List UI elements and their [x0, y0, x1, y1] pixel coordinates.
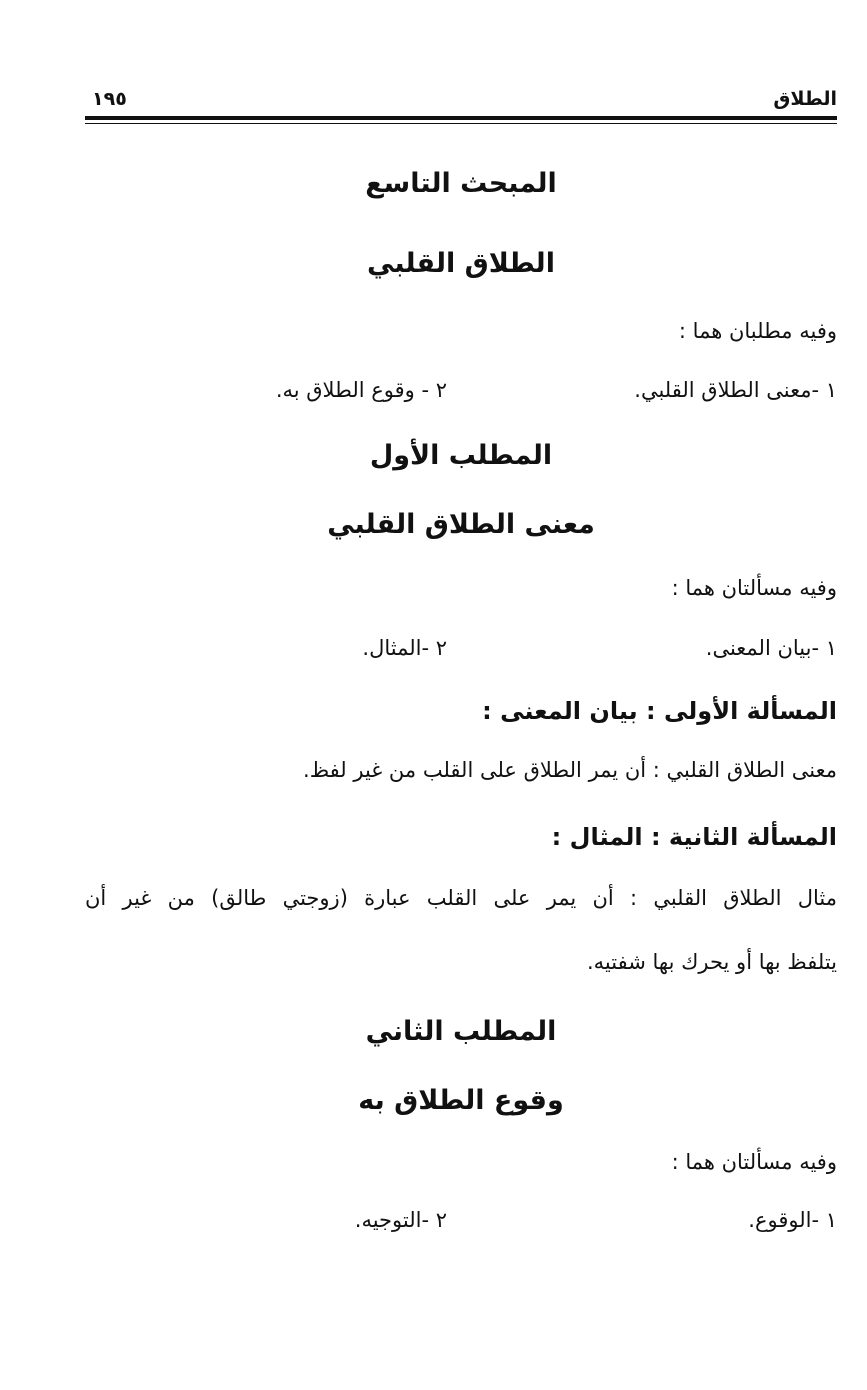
matlab1-item-2: ٢ -المثال.	[362, 636, 447, 660]
question2-heading: المسألة الثانية : المثال :	[551, 823, 837, 851]
page-number: ١٩٥	[92, 88, 127, 110]
question2-text-line-2: يتلفظ بها أو يحرك بها شفتيه.	[586, 950, 837, 974]
matlab2-item-2: ٢ -التوجيه.	[354, 1208, 447, 1232]
matlab1-intro: وفيه مسألتان هما :	[671, 576, 837, 600]
question1-heading: المسألة الأولى : بيان المعنى :	[482, 697, 837, 725]
matlab2-intro: وفيه مسألتان هما :	[671, 1150, 837, 1174]
matlab1-title: المطلب الأول	[369, 440, 553, 471]
section-title: المبحث التاسع	[365, 168, 557, 199]
question1-text: معنى الطلاق القلبي : أن يمر الطلاق على القلب من غير لفظ.	[303, 758, 837, 782]
section-subtitle: الطلاق القلبي	[367, 248, 555, 279]
section-intro: وفيه مطلبان هما :	[678, 319, 837, 343]
running-title: الطلاق	[773, 88, 837, 110]
section-item-2: ٢ - وقوع الطلاق به.	[275, 378, 447, 402]
matlab2-subtitle: وقوع الطلاق به	[358, 1085, 564, 1116]
question2-text-line-1: مثال الطلاق القلبي : أن يمر على القلب عبارة (زوجتي طالق) من غير أن	[85, 886, 837, 910]
matlab2-item-1: ١ -الوقوع.	[748, 1208, 837, 1232]
section-item-1: ١ -معنى الطلاق القلبي.	[634, 378, 837, 402]
header-rule-thin	[85, 123, 837, 124]
matlab2-title: المطلب الثاني	[365, 1016, 557, 1047]
matlab1-subtitle: معنى الطلاق القلبي	[327, 509, 595, 540]
matlab1-item-1: ١ -بيان المعنى.	[705, 636, 837, 660]
header-rule-thick	[85, 116, 837, 120]
